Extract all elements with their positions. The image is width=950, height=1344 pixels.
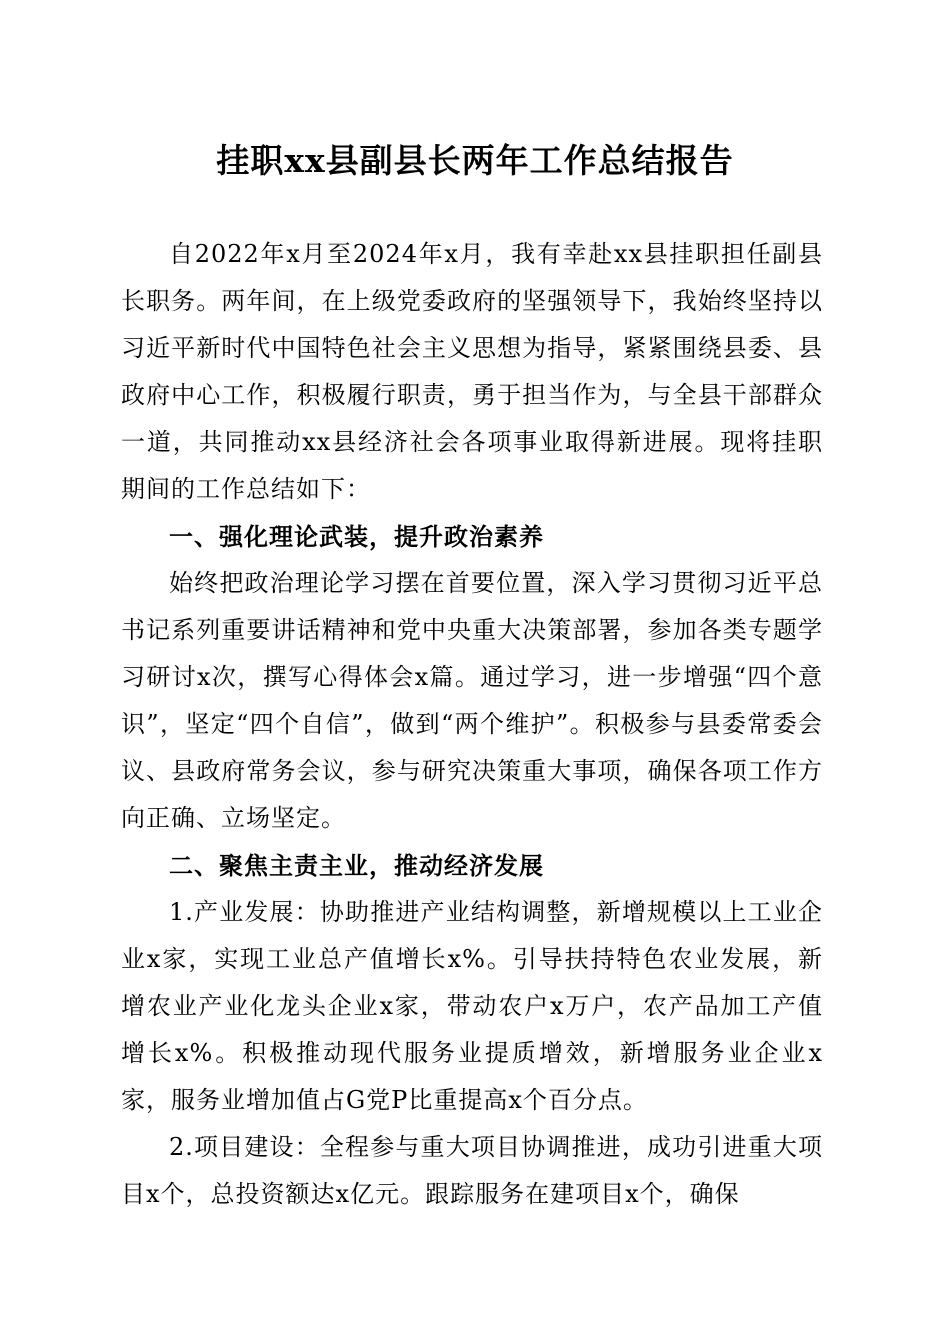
section-2-item-1: 1.产业发展：协助推进产业结构调整，新增规模以上工业企业x家，实现工业总产值增长x%。引导扶持特色农业发展，新增农业产业化龙头企业x家，带动农户x万户，农产品加工产值增长x%。积极推动现代服务业提质增效，新增服务业企业x家，服务业增加值占G党P比重提高x个百分点。 [121, 898, 823, 1114]
section-1-paragraph: 始终把政治理论学习摆在首要位置，深入学习贯彻习近平总书记系列重要讲话精神和党中央重大决策部署，参加各类专题学习研讨x次，撰写心得体会x篇。通过学习，进一步增强“四个意识”，坚定“四个自信”，做到“两个维护”。积极参与县委常委会议、县政府常务会议，参与研究决策重大事项，确保各项工作方向正确、立场坚定。 [121, 569, 823, 832]
section-heading-2: 二、聚焦主责主业，推动经济发展 [169, 851, 544, 880]
document-body [121, 231, 823, 1218]
document-title: 挂职xx县副县长两年工作总结报告 [216, 141, 734, 180]
section-2-item-2: 2.项目建设：全程参与重大项目协调推进，成功引进重大项目x个，总投资额达x亿元。跟踪服务在建项目x个，确保 [121, 1133, 823, 1208]
intro-paragraph: 自2022年x月至2024年x月，我有幸赴xx县挂职担任副县长职务。两年间，在上级党委政府的坚强领导下，我始终坚持以习近平新时代中国特色社会主义思想为指导，紧紧围绕县委、县政府中心工作，积极履行职责，勇于担当作为，与全县干部群众一道，共同推动xx县经济社会各项事业取得新进展。现将挂职期间的工作总结如下： [121, 240, 823, 503]
section-heading-1: 一、强化理论武装，提升政治素养 [169, 522, 544, 551]
